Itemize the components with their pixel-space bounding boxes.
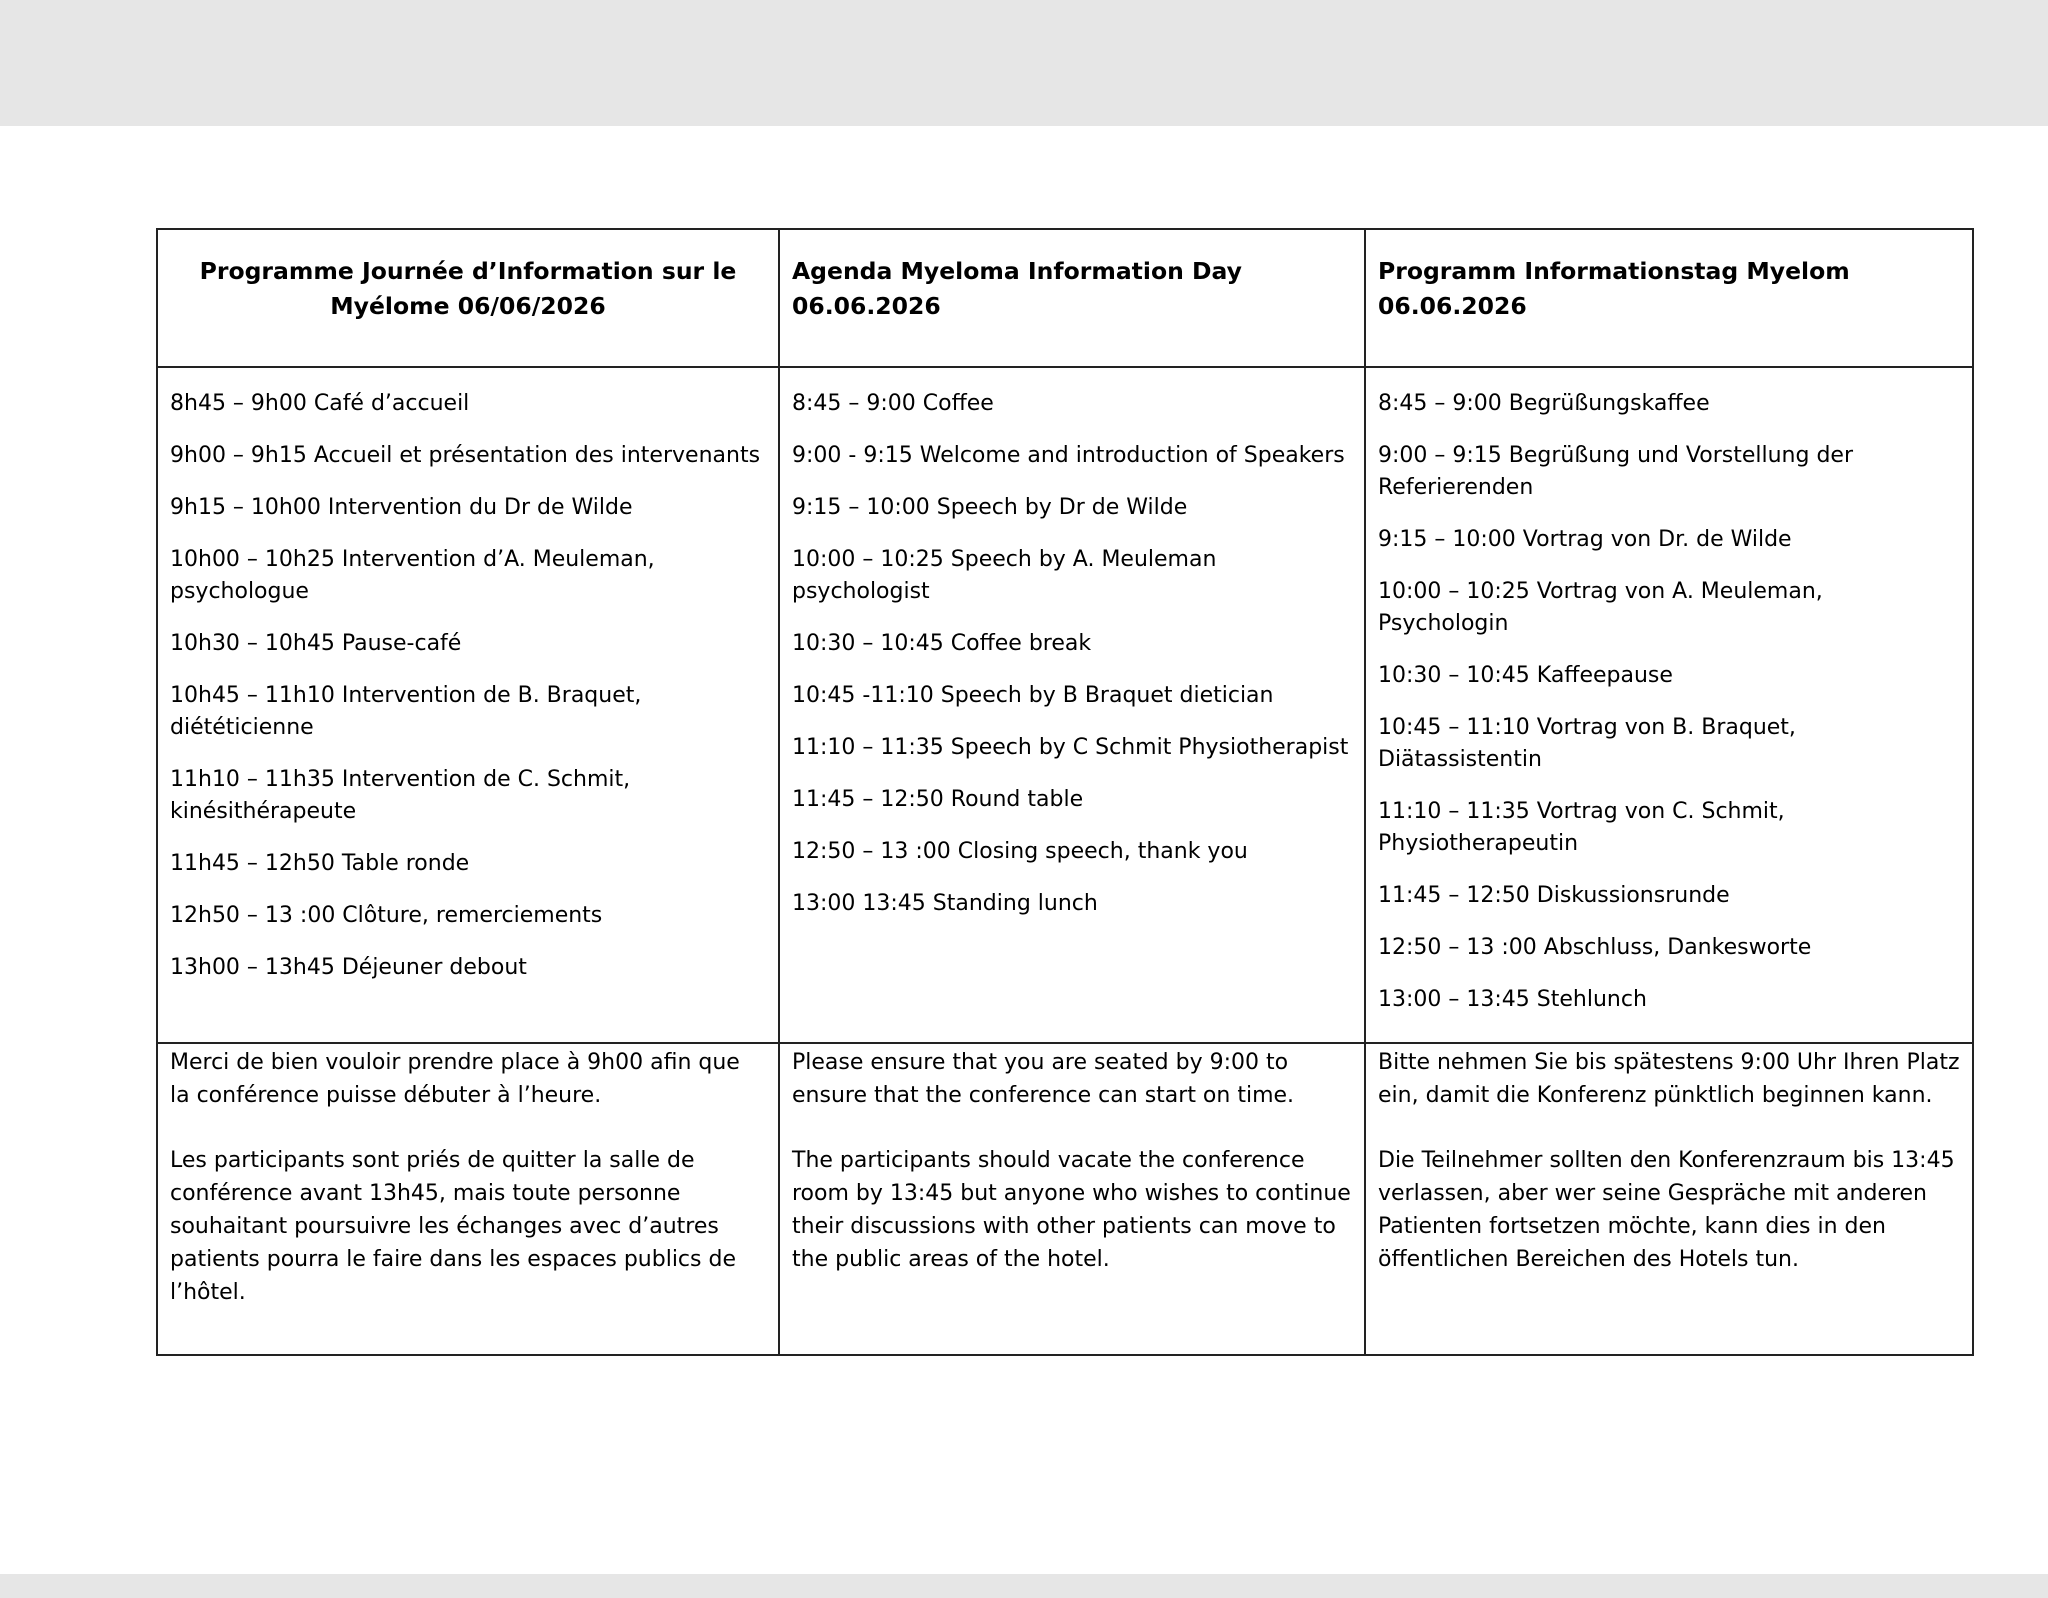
schedule-item: 8h45 – 9h00 Café d’accueil	[170, 391, 470, 416]
schedule-item: 11:10 – 11:35 Speech by C Schmit Physiotherapist	[792, 735, 1349, 760]
note-paragraph: Les participants sont priés de quitter la salle de conférence avant 13h45, mais toute personne souhaitant poursuivre les échanges avec d’autres patients pourra le faire dans les espaces publics de l’hôtel.	[170, 1148, 736, 1305]
bottom-band	[0, 1574, 2048, 1598]
schedule-item: 9h00 – 9h15 Accueil et présentation des intervenants	[170, 443, 761, 468]
note-paragraph: Die Teilnehmer sollten den Konferenzraum bis 13:45 verlassen, aber wer seine Gespräche mit anderen Patienten fortsetzen möchte, kann dies in den öffentlichen Bereichen des Hotels tun.	[1378, 1148, 1955, 1272]
schedule-item: 9h15 – 10h00 Intervention du Dr de Wilde	[170, 495, 633, 520]
schedule-item: 10h45 – 11h10 Intervention de B. Braquet, diététicienne	[170, 683, 642, 740]
schedule-french	[157, 367, 779, 1043]
schedule-english	[779, 367, 1365, 1043]
agenda-table	[156, 228, 1974, 1356]
schedule-row	[157, 367, 1973, 1043]
notes-french	[157, 1043, 779, 1355]
schedule-item: 10:00 – 10:25 Speech by A. Meuleman psychologist	[792, 547, 1217, 604]
header-german: Programm Informationstag Myelom 06.06.2026	[1365, 229, 1973, 367]
schedule-german	[1365, 367, 1973, 1043]
header-row	[157, 229, 1973, 367]
note-paragraph: Please ensure that you are seated by 9:00 to ensure that the conference can start on time.	[792, 1050, 1295, 1108]
schedule-item: 10h00 – 10h25 Intervention d’A. Meuleman, psychologue	[170, 547, 655, 604]
schedule-item: 12:50 – 13 :00 Closing speech, thank you	[792, 839, 1248, 864]
schedule-item: 12h50 – 13 :00 Clôture, remerciements	[170, 903, 603, 928]
schedule-item: 10:30 – 10:45 Coffee break	[792, 631, 1092, 656]
schedule-item: 10:30 – 10:45 Kaffeepause	[1378, 663, 1673, 688]
schedule-item: 8:45 – 9:00 Coffee	[792, 391, 994, 416]
schedule-item: 10:45 – 11:10 Vortrag von B. Braquet, Diätassistentin	[1378, 715, 1796, 772]
note-paragraph: The participants should vacate the conference room by 13:45 but anyone who wishes to continue their discussions with other patients can move to the public areas of the hotel.	[792, 1148, 1351, 1272]
schedule-item: 9:00 - 9:15 Welcome and introduction of Speakers	[792, 443, 1345, 468]
schedule-item: 11:45 – 12:50 Round table	[792, 787, 1084, 812]
note-paragraph: Merci de bien vouloir prendre place à 9h00 afin que la conférence puisse débuter à l’heure.	[170, 1050, 740, 1108]
schedule-item: 9:00 – 9:15 Begrüßung und Vorstellung der Referierenden	[1378, 443, 1853, 500]
schedule-item: 11h45 – 12h50 Table ronde	[170, 851, 470, 876]
header-french: Programme Journée d’Information sur le Myélome 06/06/2026	[157, 229, 779, 367]
schedule-item: 11:10 – 11:35 Vortrag von C. Schmit, Physiotherapeutin	[1378, 799, 1785, 856]
schedule-item: 12:50 – 13 :00 Abschluss, Dankesworte	[1378, 935, 1812, 960]
schedule-item: 10h30 – 10h45 Pause-café	[170, 631, 462, 656]
header-english: Agenda Myeloma Information Day 06.06.2026	[779, 229, 1365, 367]
schedule-item: 10:45 -11:10 Speech by B Braquet dietician	[792, 683, 1274, 708]
notes-row	[157, 1043, 1973, 1355]
schedule-item: 11h10 – 11h35 Intervention de C. Schmit, kinésithérapeute	[170, 767, 631, 824]
schedule-item: 13:00 13:45 Standing lunch	[792, 891, 1098, 916]
notes-english	[779, 1043, 1365, 1355]
schedule-item: 13h00 – 13h45 Déjeuner debout	[170, 955, 527, 980]
schedule-item: 9:15 – 10:00 Speech by Dr de Wilde	[792, 495, 1188, 520]
note-paragraph: Bitte nehmen Sie bis spätestens 9:00 Uhr Ihren Platz ein, damit die Konferenz pünktlich beginnen kann.	[1378, 1050, 1960, 1108]
schedule-item: 9:15 – 10:00 Vortrag von Dr. de Wilde	[1378, 527, 1792, 552]
schedule-item: 11:45 – 12:50 Diskussionsrunde	[1378, 883, 1730, 908]
document-page	[0, 126, 2048, 1574]
schedule-item: 13:00 – 13:45 Stehlunch	[1378, 987, 1647, 1012]
schedule-item: 10:00 – 10:25 Vortrag von A. Meuleman, Psychologin	[1378, 579, 1823, 636]
schedule-item: 8:45 – 9:00 Begrüßungskaffee	[1378, 391, 1710, 416]
notes-german	[1365, 1043, 1973, 1355]
